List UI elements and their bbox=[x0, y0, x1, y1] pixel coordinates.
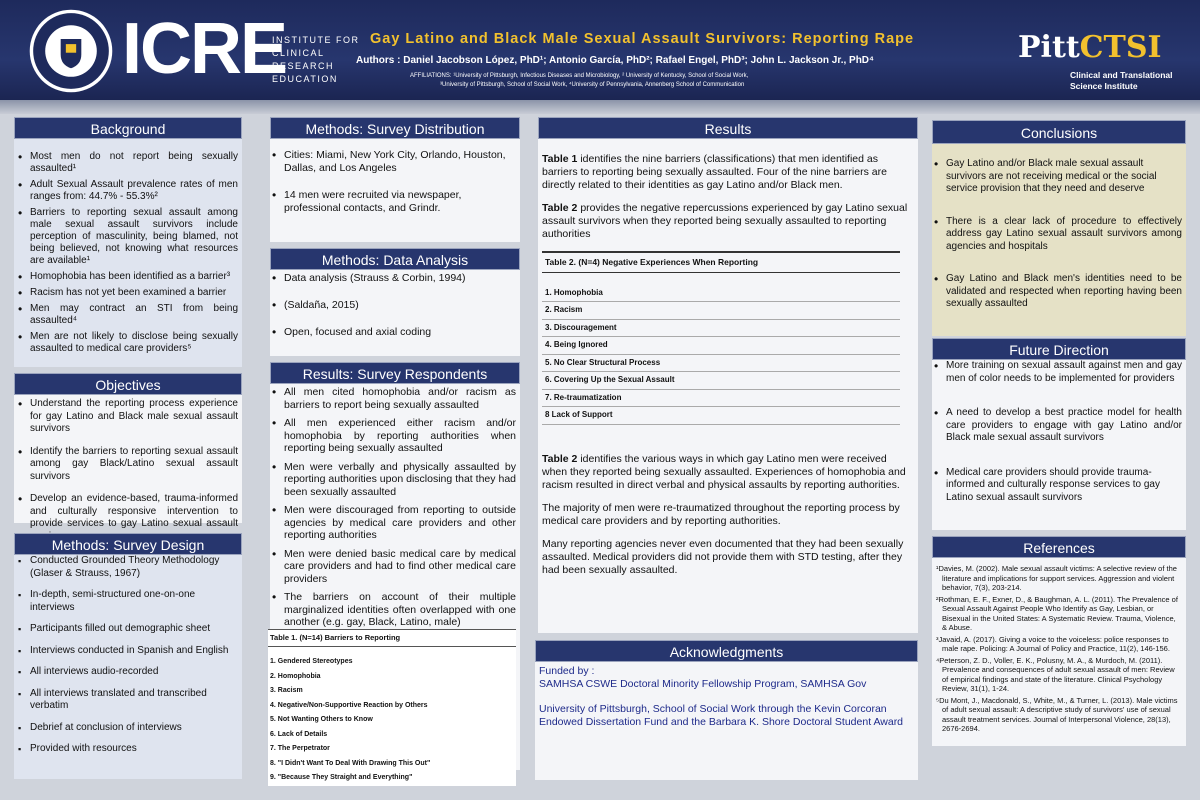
ctsi-subtitle: Clinical and Translational Science Institute bbox=[1070, 70, 1173, 91]
table-title: Table 2. (N=4) Negative Experiences When Reporting bbox=[542, 253, 900, 273]
list-item: • Open, focused and axial coding bbox=[270, 326, 516, 339]
institute-name: INSTITUTE FOR CLINICAL RESEARCH EDUCATION bbox=[272, 35, 360, 84]
table-row: 9. "Because They Straight and Everything" bbox=[270, 774, 413, 781]
table-row: 8. "I Didn't Want To Deal With Drawing This Out" bbox=[270, 759, 431, 767]
authors: Authors : Daniel Jacobson López, PhD¹; Antonio García, PhD²; Rafael Engel, PhD³; John L. Jackson Jr., PhD⁴ bbox=[356, 55, 874, 66]
section-heading: References bbox=[932, 536, 1186, 558]
list-item: ▪ Conducted Grounded Theory Methodology (Glaser & Strauss, 1967) bbox=[16, 555, 238, 580]
list-item: ▪ Interviews conducted in Spanish and English bbox=[16, 645, 238, 658]
list-item: • The barriers on account of their multiple marginalized identities often overlapped with one another (e.g. gay, Black, Latino, male) bbox=[270, 591, 516, 629]
section-heading: Background bbox=[14, 117, 242, 139]
list-item: • Adult Sexual Assault prevalence rates of men ranges from: 44.7% - 55.3%² bbox=[16, 179, 238, 203]
list-item: • Medical care providers should provide trauma-informed and culturally response services to gay Latino sexual assault survivors bbox=[932, 467, 1182, 505]
section-heading: Methods: Survey Distribution bbox=[270, 117, 520, 139]
list-item: • 14 men were recruited via newspaper, professional contacts, and Grindr. bbox=[270, 189, 516, 215]
list-item: • Men were discouraged from reporting to outside agencies by medical care providers and other reporting authorities bbox=[270, 504, 516, 542]
list-item: ▪ Participants filled out demographic sheet bbox=[16, 623, 238, 636]
results-paragraph: Many reporting agencies never even documented that they had been sexually assaulted. Medical providers did not provide them with STD testing, after they had been sexually assaulted. bbox=[542, 537, 904, 576]
poster-title: Gay Latino and Black Male Sexual Assault Survivors: Reporting Rape bbox=[370, 31, 915, 47]
data-analysis-section bbox=[270, 248, 520, 356]
results-paragraph: Table 2 provides the negative repercussions experienced by gay Latino sexual assault survivors when they reported being sexually assaulted to reporting authorities bbox=[542, 202, 908, 240]
section-heading: Future Direction bbox=[932, 338, 1186, 360]
list-item: • Understand the reporting process experience for gay Latino and Black male sexual assault survivors bbox=[16, 398, 238, 436]
reference-item: ⁵Du Mont, J., Macdonald, S., White, M., & Turner, L. (2013). Male victims of adult sexual assault: A descriptive study of survivors' use of sexual assault treatment services. Journal of Interpersonal Violence, 28(13), 2676-2694. bbox=[936, 695, 1178, 733]
survey-design-section bbox=[14, 533, 242, 779]
distribution-section bbox=[270, 117, 520, 242]
table-row: 4. Negative/Non-Supportive Reaction by Others bbox=[270, 701, 428, 709]
section-heading: Results bbox=[538, 117, 918, 139]
table-row: 1. Homophobia bbox=[542, 285, 900, 302]
list-item: • Most men do not report being sexually assaulted¹ bbox=[16, 151, 238, 175]
table-row: 4. Being Ignored bbox=[542, 337, 900, 355]
list-item: • Homophobia has been identified as a barrier³ bbox=[16, 271, 238, 283]
list-item: • All men experienced either racism and/or homophobia by reporting authorities when reporting being sexually assaulted bbox=[270, 417, 516, 455]
list-item: • Identify the barriers to reporting sexual assault among gay Black/Latino sexual assault survivors bbox=[16, 446, 238, 484]
table-row: 5. No Clear Structural Process bbox=[542, 354, 900, 372]
list-item: • Gay Latino and/or Black male sexual assault survivors are not receiving medical or the social service provision that they need and deserve bbox=[932, 158, 1182, 196]
table-row: 6. Covering Up the Sexual Assault bbox=[542, 372, 900, 390]
list-item: • Men were verbally and physically assaulted by reporting authorities upon disclosing that they had been sexually assaulted bbox=[270, 461, 516, 499]
list-item: • (Saldaña, 2015) bbox=[270, 299, 516, 312]
reference-item: ²Rothman, E. F., Exner, D., & Baughman, A. L. (2011). The Prevalence of Sexual Assault Against People Who Identify as Gay, Lesbian, or Bisexual in the United States: A Systematic Review. Trauma, Violence, & Abuse. bbox=[936, 594, 1178, 632]
list-item: • Racism has not yet been examined a barrier bbox=[16, 287, 238, 299]
conclusions-section bbox=[932, 120, 1186, 336]
table-row: 7. The Perpetrator bbox=[270, 745, 330, 752]
table-row: 8 Lack of Support bbox=[542, 407, 900, 425]
list-item: • A need to develop a best practice model for health care providers to engage with gay Latino and/or Black male sexual assault survivors bbox=[932, 407, 1182, 445]
table-2 bbox=[542, 251, 900, 425]
future-direction-section bbox=[932, 338, 1186, 530]
table-title: Table 1. (N=14) Barriers to Reporting bbox=[268, 630, 516, 648]
list-item: • Gay Latino and Black men's identities need to be validated and respected when reporting having been sexually assaulted bbox=[932, 273, 1182, 311]
results-paragraph: Table 1 identifies the nine barriers (classifications) that men identified as barriers to reporting being sexually assaulted. Four of the nine barriers are directly related to their identities as gay Latino and/or Black men. bbox=[542, 153, 887, 191]
affiliations: AFFILIATIONS: ¹University of Pittsburgh, Infectious Diseases and Microbiology, ² University of Kentucky, School of Social Work, ³University of Pittsburgh, School of Social Work, ⁴University of Pennsylvania, Annenberg School of Communication bbox=[410, 73, 749, 88]
results-paragraph: Table 2 identifies the various ways in which gay Latino men were received when they reported being sexually assaulted. Experiences of homophobia and racism resulted in direct verbal and physical assaults by reporting authorities. bbox=[542, 452, 906, 491]
list-item: ▪ In-depth, semi-structured one-on-one interviews bbox=[16, 589, 238, 614]
table-row: 6. Lack of Details bbox=[270, 730, 328, 738]
objectives-section bbox=[14, 373, 242, 529]
table-row: 3. Discouragement bbox=[542, 319, 900, 337]
table-row: 3. Racism bbox=[270, 687, 303, 694]
table-row: 2. Homophobia bbox=[270, 672, 321, 680]
header-stripe bbox=[0, 100, 1200, 114]
results-paragraph: The majority of men were re-traumatized throughout the reporting process by medical care providers and by reporting authorities. bbox=[542, 501, 900, 527]
icre-logo: ICRE bbox=[122, 9, 287, 89]
list-item: • Men may contract an STI from being assaulted⁴ bbox=[16, 303, 238, 327]
section-heading: Methods: Data Analysis bbox=[270, 248, 520, 270]
reference-item: ⁴Peterson, Z. D., Voller, E. K., Polusny, M. A., & Murdoch, M. (2011). Prevalence and consequences of adult sexual assault of men: Review of empirical findings and state of the literature. Clinical Psychology Review, 31(1), 1-24. bbox=[936, 655, 1175, 693]
list-item: • There is a clear lack of procedure to effectively address gay Latino sexual assault survivors among agencies and hospitals bbox=[932, 216, 1182, 254]
section-heading: Methods: Survey Design bbox=[14, 533, 242, 555]
table-row: 2. Racism bbox=[542, 302, 900, 320]
pitt-ctsi-logo: PittCTSI bbox=[1018, 30, 1162, 65]
table-row: 1. Gendered Stereotypes bbox=[270, 658, 353, 665]
ack-line: SAMHSA CSWE Doctoral Minority Fellowship Program, SAMHSA Gov bbox=[539, 678, 867, 690]
list-item: • More training on sexual assault against men and gay men of color needs to be implemented for providers bbox=[932, 360, 1182, 385]
references-section bbox=[932, 536, 1186, 746]
list-item: • Men were denied basic medical care by medical care providers and had to find other medical care providers bbox=[270, 548, 516, 586]
list-item: • Cities: Miami, New York City, Orlando, Houston, Dallas, and Los Angeles bbox=[270, 149, 516, 175]
background-section bbox=[14, 117, 242, 367]
reference-item: ³Javaid, A. (2017). Giving a voice to the voiceless: police responses to male rape. Policing: A Journal of Policy and Practice, 11(2), 146-156. bbox=[936, 634, 1170, 653]
list-item: • Data analysis (Strauss & Corbin, 1994) bbox=[270, 272, 516, 285]
poster-header bbox=[0, 0, 1200, 100]
list-item: • Develop an evidence-based, trauma-informed and culturally responsive intervention to provide services to gay Latino sexual assault bbox=[16, 493, 238, 543]
university-seal-logo bbox=[28, 8, 114, 94]
section-heading: Conclusions bbox=[932, 120, 1186, 144]
acknowledgments-section bbox=[535, 640, 918, 780]
list-item: • Men are not likely to disclose being sexually assaulted to medical care providers⁵ bbox=[16, 331, 238, 355]
table-row: 5. Not Wanting Others to Know bbox=[270, 716, 373, 723]
table-row: 7. Re-traumatization bbox=[542, 389, 900, 407]
list-item: ▪ Provided with resources bbox=[16, 743, 238, 756]
list-item: ▪ Debrief at conclusion of interviews bbox=[16, 722, 238, 735]
ack-line: Funded by : bbox=[539, 665, 595, 677]
list-item: • All men cited homophobia and/or racism as barriers to report being sexually assaulted bbox=[270, 386, 516, 411]
section-heading: Objectives bbox=[14, 373, 242, 395]
results-section bbox=[538, 117, 918, 633]
ack-line: University of Pittsburgh, School of Social Work through the Kevin Corcoran Endowed Dissertation Fund and the Barbara K. Shore Doctoral Student Award bbox=[539, 703, 904, 728]
reference-item: ¹Davies, M. (2002). Male sexual assault victims: A selective review of the literature and implications for support services. Aggression and violent behavior, 7(3), 203-214. bbox=[936, 564, 1177, 592]
table-1 bbox=[268, 629, 516, 786]
list-item: ▪ All interviews audio-recorded bbox=[16, 666, 238, 679]
respondents-section bbox=[270, 362, 520, 781]
section-heading: Results: Survey Respondents bbox=[270, 362, 520, 384]
list-item: • Barriers to reporting sexual assault among male sexual assault survivors include perception of masculinity, being blamed, not being believed, not knowing what resources are available¹ bbox=[16, 207, 238, 267]
list-item: ▪ All interviews translated and transcribed verbatim bbox=[16, 688, 238, 713]
section-heading: Acknowledgments bbox=[535, 640, 918, 662]
